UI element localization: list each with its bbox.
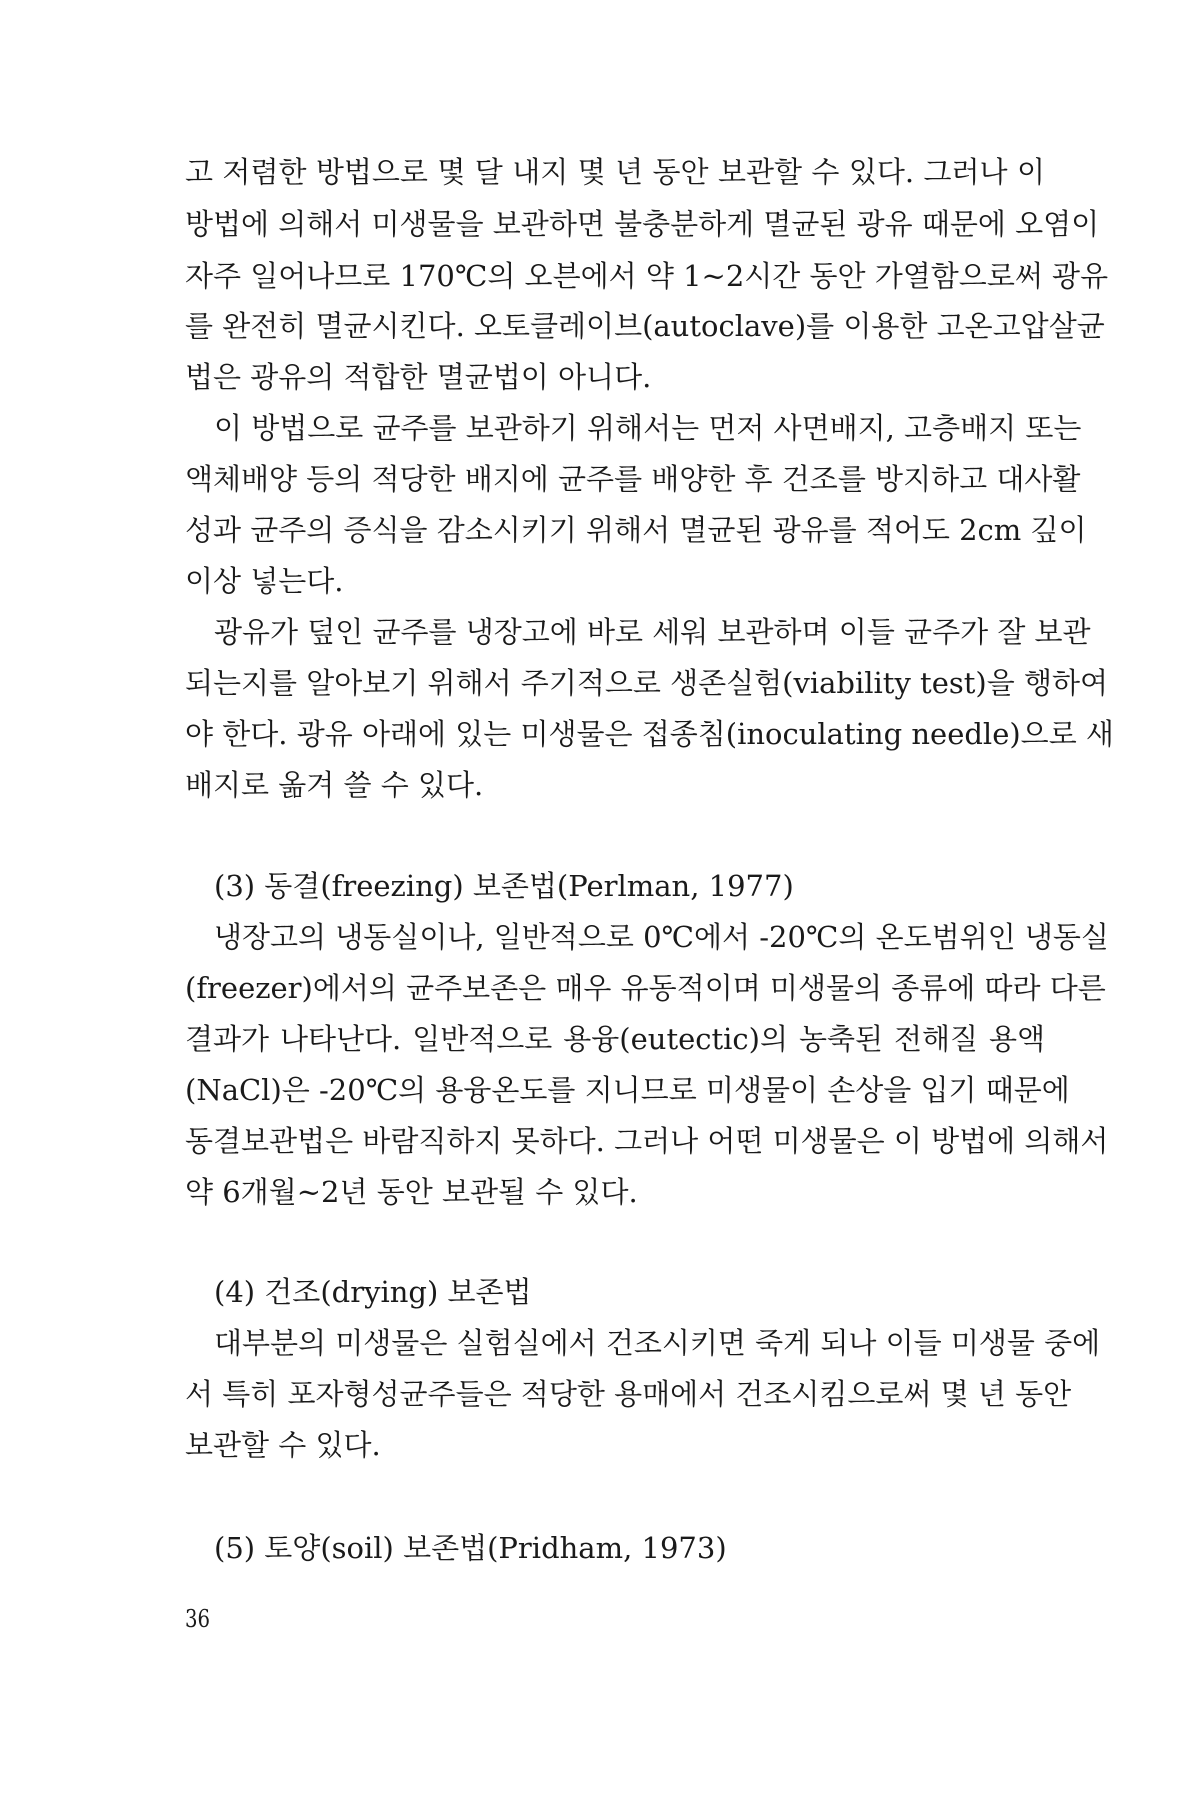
body-text-line: 야 한다. 광유 아래에 있는 미생물은 접종침(inoculating needle)으로 새 (185, 717, 1114, 751)
body-text-line: 약 6개월~2년 동안 보관될 수 있다. (185, 1175, 638, 1209)
body-text-line: 이 방법으로 균주를 보관하기 위해서는 먼저 사면배지, 고층배지 또는 (214, 411, 1082, 445)
body-text-line: 액체배양 등의 적당한 배지에 균주를 배양한 후 건조를 방지하고 대사활 (185, 462, 1081, 496)
body-text-line: 대부분의 미생물은 실험실에서 건조시키면 죽게 되나 이들 미생물 중에 (214, 1326, 1101, 1360)
body-text-line: 성과 균주의 증식을 감소시키기 위해서 멸균된 광유를 적어도 2cm 깊이 (185, 513, 1087, 547)
body-text-line: 배지로 옮겨 쓸 수 있다. (185, 768, 484, 802)
body-text-line: 자주 일어나므로 170℃의 오븐에서 약 1~2시간 동안 가열함으로써 광유 (185, 259, 1109, 293)
body-text-line: (NaCl)은 -20℃의 용융온도를 지니므로 미생물이 손상을 입기 때문에 (185, 1073, 1070, 1107)
section-heading-freezing: (3) 동결(freezing) 보존법(Perlman, 1977) (214, 869, 794, 903)
body-text-line: 되는지를 알아보기 위해서 주기적으로 생존실험(viability test)을 행하여 (185, 666, 1108, 700)
body-text-line: 냉장고의 냉동실이나, 일반적으로 0℃에서 -20℃의 온도범위인 냉동실 (214, 920, 1109, 954)
body-text-line: 를 완전히 멸균시킨다. 오토클레이브(autoclave)를 이용한 고온고압살균 (185, 309, 1105, 343)
body-text-line: 방법에 의해서 미생물을 보관하면 불충분하게 멸균된 광유 때문에 오염이 (185, 207, 1100, 241)
body-text-line: 보관할 수 있다. (185, 1428, 381, 1462)
body-text-line: 고 저렴한 방법으로 몇 달 내지 몇 년 동안 보관할 수 있다. 그러나 이 (185, 155, 1045, 189)
body-text-line: (freezer)에서의 균주보존은 매우 유동적이며 미생물의 종류에 따라 다른 (185, 971, 1106, 1005)
page-number: 36 (185, 1605, 211, 1633)
section-heading-soil: (5) 토양(soil) 보존법(Pridham, 1973) (214, 1531, 727, 1565)
body-text-line: 동결보관법은 바람직하지 못하다. 그러나 어떤 미생물은 이 방법에 의해서 (185, 1124, 1109, 1158)
section-heading-drying: (4) 건조(drying) 보존법 (214, 1275, 532, 1309)
body-text-line: 결과가 나타난다. 일반적으로 용융(eutectic)의 농축된 전해질 용액 (185, 1022, 1045, 1056)
body-text-line: 이상 넣는다. (185, 564, 344, 598)
body-text-line: 서 특히 포자형성균주들은 적당한 용매에서 건조시킴으로써 몇 년 동안 (185, 1377, 1072, 1411)
body-text-line: 법은 광유의 적합한 멸균법이 아니다. (185, 360, 652, 394)
body-text-line: 광유가 덮인 균주를 냉장고에 바로 세워 보관하며 이들 균주가 잘 보관 (214, 615, 1091, 649)
